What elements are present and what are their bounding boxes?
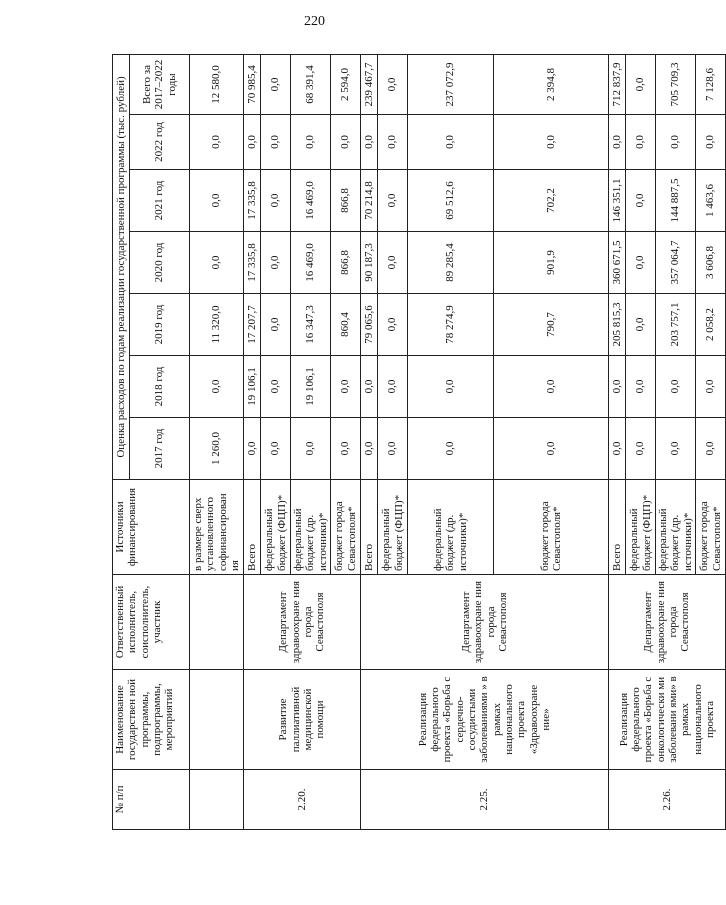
value-cell: 0,0 <box>361 418 378 480</box>
value-cell: 712 837,9 <box>609 55 626 115</box>
header-year-2021: 2021 год <box>130 170 190 232</box>
header-estimate: Оценка расходов по годам реализации государственной программы (тыс. рублей) <box>113 55 130 480</box>
source-cell: федеральный бюджет (др. источники)* <box>656 480 696 575</box>
value-cell: 0,0 <box>408 418 494 480</box>
value-cell: 0,0 <box>190 115 244 170</box>
value-cell: 70 985,4 <box>244 55 261 115</box>
value-cell: 0,0 <box>626 170 656 232</box>
value-cell: 78 274,9 <box>408 294 494 356</box>
value-cell: 0,0 <box>494 356 609 418</box>
value-cell: 19 106,1 <box>291 356 331 418</box>
value-cell: 0,0 <box>656 115 696 170</box>
header-year-2019: 2019 год <box>130 294 190 356</box>
source-cell: федеральный бюджет (ФЦП)* <box>261 480 291 575</box>
table-row <box>361 55 378 830</box>
page-number: 220 <box>304 14 325 29</box>
value-cell: 702,2 <box>494 170 609 232</box>
value-cell: 0,0 <box>626 294 656 356</box>
value-cell: 0,0 <box>331 356 361 418</box>
value-cell: 0,0 <box>378 232 408 294</box>
value-cell: 205 815,3 <box>609 294 626 356</box>
rotated-table-wrapper <box>112 55 723 830</box>
value-cell: 2 394,8 <box>494 55 609 115</box>
measure-name: Развитие паллиативной медицинской помощи <box>244 670 361 770</box>
value-cell: 3 606,8 <box>696 232 726 294</box>
source-cell: бюджет города Севастополя* <box>494 480 609 575</box>
value-cell: 866,8 <box>331 170 361 232</box>
value-cell: 0,0 <box>656 418 696 480</box>
source-cell: федеральный бюджет (др. источники)* <box>291 480 331 575</box>
value-cell: 203 757,1 <box>656 294 696 356</box>
value-cell: 0,0 <box>408 356 494 418</box>
source-cell: бюджет города Севастополя* <box>696 480 726 575</box>
value-cell: 68 391,4 <box>291 55 331 115</box>
source-cell: федеральный бюджет (ФЦП)* <box>626 480 656 575</box>
header-year-2017: 2017 год <box>130 418 190 480</box>
value-cell: 901,9 <box>494 232 609 294</box>
value-cell: 0,0 <box>609 418 626 480</box>
measure-name: Реализация федерального проекта «Борьба с онкологически ми заболевани ями» в рамках национального проекта <box>609 670 726 770</box>
value-cell: 0,0 <box>696 115 726 170</box>
value-cell: 11 320,0 <box>190 294 244 356</box>
value-cell: 360 671,5 <box>609 232 626 294</box>
source-cell: Всего <box>609 480 626 575</box>
table-row <box>609 55 626 830</box>
value-cell: 70 214,8 <box>361 170 378 232</box>
value-cell: 12 580,0 <box>190 55 244 115</box>
value-cell: 357 064,7 <box>656 232 696 294</box>
value-cell: 0,0 <box>261 232 291 294</box>
value-cell: 89 285,4 <box>408 232 494 294</box>
value-cell: 0,0 <box>361 115 378 170</box>
value-cell: 239 467,7 <box>361 55 378 115</box>
value-cell: 0,0 <box>378 418 408 480</box>
value-cell: 0,0 <box>261 170 291 232</box>
value-cell: 0,0 <box>291 418 331 480</box>
source-cell: в размере сверх установленного софинансирован ия <box>190 480 244 575</box>
value-cell: 17 207,7 <box>244 294 261 356</box>
value-cell: 0,0 <box>244 115 261 170</box>
value-cell: 0,0 <box>626 115 656 170</box>
value-cell: 866,8 <box>331 232 361 294</box>
value-cell: 790,7 <box>494 294 609 356</box>
value-cell: 0,0 <box>494 115 609 170</box>
value-cell: 237 072,9 <box>408 55 494 115</box>
value-cell: 0,0 <box>696 356 726 418</box>
value-cell: 0,0 <box>261 55 291 115</box>
header-year-2022: 2022 год <box>130 115 190 170</box>
source-cell: бюджет города Севастополя* <box>331 480 361 575</box>
header-num: № п/п <box>113 770 190 830</box>
value-cell: 0,0 <box>696 418 726 480</box>
value-cell: 16 347,3 <box>291 294 331 356</box>
measure-name: Реализация федерального проекта «Борьба с сердечно-сосудистыми заболеваниями » в рамках национального проекта «Здравоохране ние» <box>361 670 609 770</box>
header-year-2020: 2020 год <box>130 232 190 294</box>
value-cell: 16 469,0 <box>291 170 331 232</box>
table-row <box>190 55 244 830</box>
value-cell: 0,0 <box>609 356 626 418</box>
value-cell: 0,0 <box>361 356 378 418</box>
row-number: 2.20. <box>244 770 361 830</box>
header-executor: Ответственный исполнитель, соисполнитель, участник <box>113 575 190 670</box>
value-cell: 0,0 <box>626 356 656 418</box>
value-cell: 69 512,6 <box>408 170 494 232</box>
executor-cell: Департамент здравоохране ния города Севастополя <box>244 575 361 670</box>
value-cell: 860,4 <box>331 294 361 356</box>
value-cell: 146 351,1 <box>609 170 626 232</box>
value-cell: 0,0 <box>378 294 408 356</box>
value-cell: 0,0 <box>378 170 408 232</box>
value-cell: 0,0 <box>378 356 408 418</box>
value-cell: 0,0 <box>626 55 656 115</box>
value-cell: 0,0 <box>261 418 291 480</box>
header-total: Всего за 2017–2022 годы <box>130 55 190 115</box>
header-year-2018: 2018 год <box>130 356 190 418</box>
executor-cell: Департамент здравоохране ния города Севастополя <box>609 575 726 670</box>
budget-table <box>112 54 726 830</box>
value-cell: 17 335,8 <box>244 232 261 294</box>
value-cell: 144 887,5 <box>656 170 696 232</box>
value-cell: 0,0 <box>190 356 244 418</box>
value-cell: 90 187,3 <box>361 232 378 294</box>
value-cell: 0,0 <box>190 232 244 294</box>
value-cell: 0,0 <box>494 418 609 480</box>
value-cell: 0,0 <box>626 232 656 294</box>
source-cell: Всего <box>244 480 261 575</box>
value-cell: 0,0 <box>378 55 408 115</box>
value-cell: 19 106,1 <box>244 356 261 418</box>
source-cell: Всего <box>361 480 378 575</box>
value-cell: 0,0 <box>656 356 696 418</box>
row-number: 2.26. <box>609 770 726 830</box>
value-cell: 0,0 <box>261 115 291 170</box>
value-cell: 0,0 <box>261 294 291 356</box>
header-source: Источники финансирования <box>113 480 190 575</box>
header-name: Наименование государствен ной программы, подпрограммы, мероприятий <box>113 670 190 770</box>
value-cell: 2 594,0 <box>331 55 361 115</box>
value-cell: 1 260,0 <box>190 418 244 480</box>
value-cell: 705 709,3 <box>656 55 696 115</box>
value-cell: 0,0 <box>378 115 408 170</box>
value-cell: 7 128,6 <box>696 55 726 115</box>
value-cell: 1 463,6 <box>696 170 726 232</box>
value-cell: 79 065,6 <box>361 294 378 356</box>
value-cell: 0,0 <box>190 170 244 232</box>
value-cell: 0,0 <box>244 418 261 480</box>
executor-cell: Департамент здравоохране ния города Севастополя <box>361 575 609 670</box>
value-cell: 0,0 <box>331 418 361 480</box>
value-cell: 0,0 <box>609 115 626 170</box>
source-cell: федеральный бюджет (др. источники)* <box>408 480 494 575</box>
value-cell: 0,0 <box>331 115 361 170</box>
source-cell: федеральный бюджет (ФЦП)* <box>378 480 408 575</box>
value-cell: 17 335,8 <box>244 170 261 232</box>
table-row <box>244 55 261 830</box>
value-cell: 0,0 <box>261 356 291 418</box>
value-cell: 2 058,2 <box>696 294 726 356</box>
value-cell: 0,0 <box>291 115 331 170</box>
row-number: 2.25. <box>361 770 609 830</box>
value-cell: 0,0 <box>408 115 494 170</box>
value-cell: 0,0 <box>626 418 656 480</box>
value-cell: 16 469,0 <box>291 232 331 294</box>
